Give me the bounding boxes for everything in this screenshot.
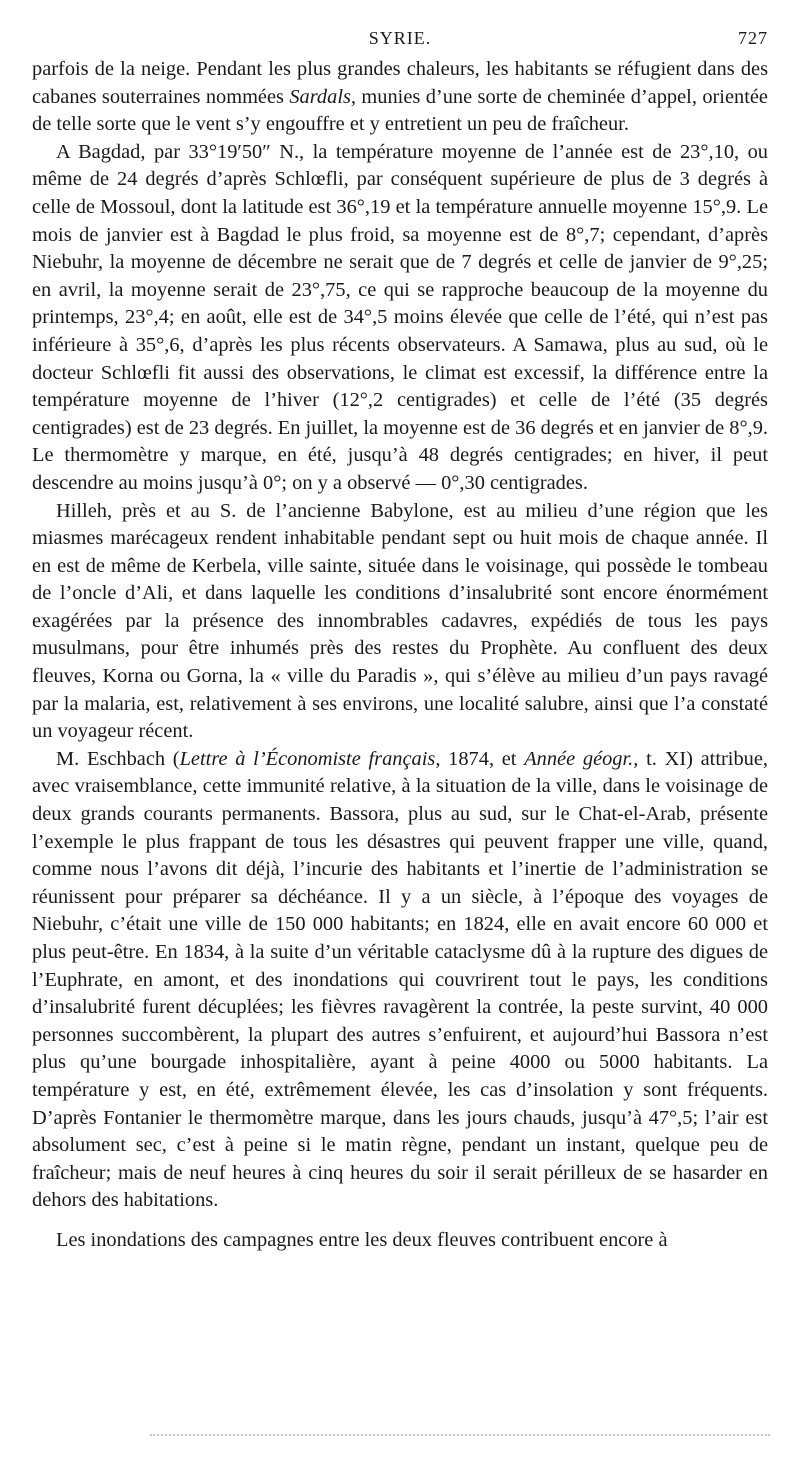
paragraph-3	[32, 498, 768, 746]
paragraph-2	[32, 139, 768, 498]
paragraph-5	[32, 1227, 768, 1255]
running-head	[32, 28, 768, 56]
text-run: munies d’une sorte de cheminée d’appel, orientée de telle sorte que le vent s’y engouffre et y entretient un peu de fraîcheur.	[32, 85, 768, 136]
text-run: parfois de la neige. Pendant les plus grandes chaleurs, les habitants se réfugient dans des cabanes souterraines nommées	[32, 58, 768, 108]
bleed-through-line	[150, 1434, 770, 1436]
body-text	[32, 56, 768, 1255]
text-run: Les inondations des campagnes entre les deux fleuves contribuent encore à	[56, 1228, 668, 1251]
text-run: 1874, et	[440, 747, 525, 770]
italic-run: Lettre à l’Économiste français,	[179, 747, 441, 770]
paragraph-4	[32, 746, 768, 1215]
italic-run: Année géogr.,	[524, 747, 639, 770]
running-title: SYRIE.	[368, 28, 432, 48]
paragraph-1	[32, 56, 768, 139]
page-number: 727	[738, 28, 768, 48]
book-page	[32, 28, 768, 1255]
text-run: M. Eschbach (	[56, 747, 180, 770]
text-run: t. XI) attribue, avec vraisemblance, cette immunité relative, à la situation de la ville, dans le voisinage de deux grands courants permanents. Bassora, plus au sud, sur le Chat-el-Arab, présente l’exemple le plus frappant de tous les désastres qui peuvent frapper une ville, quand, comme nous l’avons dit déjà, l’incurie des habitants et l’inertie de l’administration se réunissent pour préparer sa déchéance. Il y a un siècle, à l’époque des voyages de Niebuhr, c’était une ville de 150 000 habitants; en 1824, elle en avait encore 60 000 et plus peut-être. En 1834, à la suite d’un véritable cataclysme dû à la rupture des digues de l’Euphrate, en amont, et des inondations qui couvrirent tout le pays, les conditions d’insalubrité furent décuplées; les fièvres ravagèrent la contrée, la peste survint, 40 000 personnes succombèrent, la plupart des autres s’enfuirent, et aujourd’hui Bassora n’est plus qu’une bourgade inhospitalière, ayant à peine 4000 ou 5000 habitants. La température y est, en été, extrêmement élevée, les cas d’insolation y sont fréquents. D’après Fontanier le thermomètre marque, dans les jours chauds, jusqu’à 47°,5; l’air est absolument sec, c’est à peine si le matin règne, pendant un instant, quelque peu de fraîcheur; mais de neuf heures à cinq heures du soir il serait périlleux de se hasarder en dehors des habitations.	[32, 747, 768, 1212]
italic-run: Sardals,	[289, 85, 357, 108]
text-run: Hilleh, près et au S. de l’ancienne Babylone, est au milieu d’une région que les miasmes marécageux rendent inhabitable pendant sept ou huit mois de chaque année. Il en est de même de Kerbela, ville sainte, située dans le voisinage, qui possède le tombeau de l’oncle d’Ali, et dans laquelle les conditions d’insalubrité sont encore énormément exagérées par la présence des innombrables cadavres, expédiés de tous les pays musulmans, pour être inhumés près des restes du Prophète. Au confluent des deux fleuves, Korna ou Gorna, la « ville du Paradis », qui s’élève au milieu d’un pays ravagé par la malaria, est, relativement à ses environs, une localité salubre, ainsi que l’a constaté un voyageur récent.	[32, 499, 768, 743]
text-run: A Bagdad, par 33°19′50″ N., la température moyenne de l’année est de 23°,10, ou même de 24 degrés d’après Schlœfli, par conséquent supérieure de plus de 3 degrés à celle de Mossoul, dont la latitude est 36°,19 et la température annuelle moyenne 15°,9. Le mois de janvier est à Bagdad le plus froid, sa moyenne est de 8°,7; cependant, d’après Niebuhr, la moyenne de décembre ne serait que de 7 degrés et celle de janvier de 9°,25; en avril, la moyenne serait de 23°,75, ce qui se rapproche beaucoup de la moyenne du printemps, 23°,4; en août, elle est de 34°,5 moins élevée que celle de l’été, qui n’est pas inférieure à 35°,6, d’après les plus récents observateurs. A Samawa, plus au sud, où le docteur Schlœfli fit aussi des observations, le climat est excessif, la différence entre la température moyenne de l’hiver (12°,2 centigrades) et celle de l’été (35 degrés centigrades) est de 23 degrés. En juillet, la moyenne est de 36 degrés et en janvier de 8°,9. Le thermomètre y marque, en été, jusqu’à 48 degrés centigrades; en hiver, il peut descendre au moins jusqu’à 0°; on y a observé — 0°,30 centigrades.	[32, 140, 768, 494]
